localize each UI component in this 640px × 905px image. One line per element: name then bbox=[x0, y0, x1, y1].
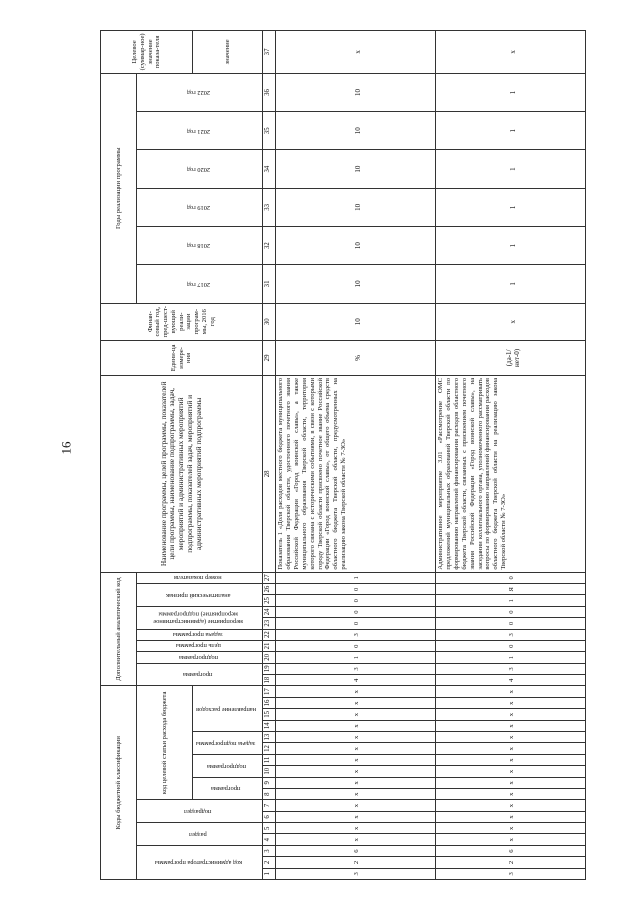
column-number: 2 bbox=[263, 857, 276, 868]
column-number: 12 bbox=[263, 743, 276, 754]
row-description: Показатель 1 «Доля расходов местного бюджета муниципального образования Тверской области, удостоенного почетного звания Российской Федерации «Город воинской славы», а также муниципального образования Тверской области, территория которого связана с историческими событиями, в связи с которыми городу Тверской области присвоено почетное звание Российской Федерации «Город воинской славы», от общего объема средств областного бюджета Тверской области, предусмотренных на реализацию закона Тверской области № 7-ЗО» bbox=[276, 376, 436, 573]
year-label: 2021 год bbox=[186, 127, 210, 135]
column-number: 15 bbox=[263, 709, 276, 720]
value-y2019: 10 bbox=[276, 188, 436, 226]
code-cell: 0 bbox=[436, 606, 586, 617]
code-cell: 6 bbox=[276, 845, 436, 856]
header-program-task: задача программы bbox=[137, 629, 263, 640]
value-target: x bbox=[276, 31, 436, 74]
code-cell: 3 bbox=[276, 629, 436, 640]
column-number: 32 bbox=[263, 227, 276, 265]
code-cell: 0 bbox=[276, 606, 436, 617]
code-cell: 1 bbox=[276, 652, 436, 663]
code-cell: 1 bbox=[276, 572, 436, 583]
header-base-year: Финан-совый год, пред-шест-вующий реали-зации програм-мы, 2016 год bbox=[101, 303, 263, 340]
header-indicator-number: номер показателя bbox=[137, 572, 263, 583]
column-number: 7 bbox=[263, 800, 276, 811]
column-number: 31 bbox=[263, 265, 276, 303]
value-y2021: 10 bbox=[276, 112, 436, 150]
header-unit: Едини-ца измере-ния bbox=[101, 340, 263, 375]
header-target-value: Целевое (суммар-ное) значение показа-теля bbox=[101, 31, 193, 74]
code-cell: x bbox=[436, 823, 586, 834]
code-cell: x bbox=[276, 823, 436, 834]
column-numbers-row bbox=[263, 31, 276, 880]
table-row bbox=[436, 31, 586, 880]
header-year-2020 bbox=[137, 150, 263, 188]
column-number: 14 bbox=[263, 720, 276, 731]
code-cell: 0 bbox=[436, 640, 586, 651]
column-number: 9 bbox=[263, 777, 276, 788]
column-number: 13 bbox=[263, 732, 276, 743]
header-year-2018 bbox=[137, 227, 263, 265]
year-label: 2018 год bbox=[186, 242, 210, 250]
value-y2020: 10 bbox=[276, 150, 436, 188]
column-number: 28 bbox=[263, 376, 276, 573]
header-year-2021 bbox=[137, 112, 263, 150]
year-label: 2020 год bbox=[186, 165, 210, 173]
code-cell: 0 bbox=[276, 618, 436, 629]
code-cell: 0 bbox=[276, 584, 436, 595]
code-cell: 4 bbox=[436, 675, 586, 686]
code-cell: 2 bbox=[276, 857, 436, 868]
code-cell: 2 bbox=[436, 857, 586, 868]
column-number: 21 bbox=[263, 640, 276, 651]
column-number: 8 bbox=[263, 789, 276, 800]
code-cell: 6 bbox=[436, 845, 586, 856]
code-cell: x bbox=[436, 789, 586, 800]
code-cell: x bbox=[276, 686, 436, 698]
header-year-2019 bbox=[137, 188, 263, 226]
header-year-2022 bbox=[137, 73, 263, 111]
column-number: 6 bbox=[263, 811, 276, 822]
header-name: Наименование программы, целей программы, показателей цели программы, наименование подпрограммы, задач, мероприятий и административных мероприятий подпрограммы, показателей задач, мероприятий и административных мероприятий подпрограммы bbox=[101, 376, 263, 573]
code-cell: 0 bbox=[436, 572, 586, 583]
code-cell: 4 bbox=[276, 675, 436, 686]
column-number: 33 bbox=[263, 188, 276, 226]
code-cell: 1 bbox=[436, 595, 586, 606]
code-cell: x bbox=[276, 743, 436, 754]
code-cell: x bbox=[276, 766, 436, 777]
code-cell: 3 bbox=[436, 868, 586, 879]
code-cell: 3 bbox=[276, 868, 436, 879]
header-additional-code: Дополнительный аналитический код bbox=[101, 572, 137, 686]
code-cell: x bbox=[276, 732, 436, 743]
value-y2019: 1 bbox=[436, 188, 586, 226]
column-number: 30 bbox=[263, 303, 276, 340]
year-label: 2017 год bbox=[186, 280, 210, 288]
column-number: 10 bbox=[263, 766, 276, 777]
header-program-years: Годы реализации программы bbox=[101, 73, 137, 303]
header-kcsr-subprogram: подпрограмма bbox=[193, 754, 263, 777]
code-cell: Я bbox=[436, 584, 586, 595]
value-y2018: 1 bbox=[436, 227, 586, 265]
column-number: 35 bbox=[263, 112, 276, 150]
column-number: 1 bbox=[263, 868, 276, 879]
code-cell: x bbox=[436, 743, 586, 754]
year-label: 2019 год bbox=[186, 204, 210, 212]
rotated-table-container bbox=[100, 30, 640, 880]
value-y2020: 1 bbox=[436, 150, 586, 188]
code-cell: 0 bbox=[276, 640, 436, 651]
header-year-2017 bbox=[137, 265, 263, 303]
header-dop-subprogram: подпрограмма bbox=[137, 652, 263, 663]
column-number: 36 bbox=[263, 73, 276, 111]
value-y2022: 10 bbox=[276, 73, 436, 111]
header-subsection: подраздел bbox=[137, 800, 263, 823]
column-number: 22 bbox=[263, 629, 276, 640]
column-number: 17 bbox=[263, 686, 276, 698]
code-cell: 3 bbox=[436, 629, 586, 640]
program-table bbox=[100, 30, 586, 880]
value-base: x bbox=[436, 303, 586, 340]
code-cell: x bbox=[276, 709, 436, 720]
column-number: 11 bbox=[263, 754, 276, 765]
column-number: 37 bbox=[263, 31, 276, 74]
header-measure: мероприятие (административное мероприятие) подпрограммы bbox=[137, 606, 263, 629]
code-cell: 1 bbox=[436, 652, 586, 663]
code-cell: x bbox=[436, 754, 586, 765]
code-cell: x bbox=[436, 698, 586, 709]
value-y2022: 1 bbox=[436, 73, 586, 111]
column-number: 5 bbox=[263, 823, 276, 834]
code-cell: 0 bbox=[276, 595, 436, 606]
header-admin-code: код администратора программы bbox=[137, 845, 263, 879]
column-number: 27 bbox=[263, 572, 276, 583]
value-unit: % bbox=[276, 340, 436, 375]
value-y2018: 10 bbox=[276, 227, 436, 265]
code-cell: x bbox=[276, 777, 436, 788]
code-cell: x bbox=[276, 754, 436, 765]
code-cell: x bbox=[436, 800, 586, 811]
code-cell: x bbox=[276, 789, 436, 800]
column-number: 3 bbox=[263, 845, 276, 856]
table-row bbox=[276, 31, 436, 880]
column-number: 26 bbox=[263, 584, 276, 595]
code-cell: x bbox=[436, 766, 586, 777]
column-number: 24 bbox=[263, 606, 276, 617]
column-number: 29 bbox=[263, 340, 276, 375]
code-cell: x bbox=[436, 834, 586, 845]
code-cell: x bbox=[276, 834, 436, 845]
value-y2021: 1 bbox=[436, 112, 586, 150]
value-y2017: 10 bbox=[276, 265, 436, 303]
column-number: 16 bbox=[263, 698, 276, 709]
column-number: 19 bbox=[263, 663, 276, 674]
header-kcsr-task: задача подпрограммы bbox=[193, 732, 263, 755]
code-cell: 0 bbox=[436, 618, 586, 629]
column-number: 23 bbox=[263, 618, 276, 629]
code-cell: 3 bbox=[436, 663, 586, 674]
code-cell: 3 bbox=[276, 663, 436, 674]
code-cell: x bbox=[276, 720, 436, 731]
header-kcsr: код целевой статьи расхода бюджета bbox=[137, 686, 193, 800]
header-value: значение bbox=[193, 31, 263, 74]
page-number: 16 bbox=[58, 441, 74, 455]
header-analytic: аналитический признак bbox=[137, 584, 263, 607]
column-number: 18 bbox=[263, 675, 276, 686]
column-number: 34 bbox=[263, 150, 276, 188]
code-cell: x bbox=[436, 720, 586, 731]
code-cell: x bbox=[436, 709, 586, 720]
code-cell: x bbox=[276, 800, 436, 811]
value-unit: (да-1/ нет-0) bbox=[436, 340, 586, 375]
code-cell: x bbox=[436, 811, 586, 822]
column-number: 25 bbox=[263, 595, 276, 606]
value-y2017: 1 bbox=[436, 265, 586, 303]
header-budget-classification: Коды бюджетной классификации bbox=[101, 686, 137, 880]
column-number: 20 bbox=[263, 652, 276, 663]
row-description: Административное мероприятие 3.01 «Рассмотрение ОМС предложений муниципальных образований Тверской области по формированию направлений финансирования расходов областного бюджета Тверской области, связанных с присвоением почетного звания Российской Федерации «Город воинской славы», на заседании коллегиального органа, уполномоченного рассматривать вопросы по формированию направлений финансирования расходов областного бюджета Тверской области на реализацию закона Тверской области № 7-ЗО» bbox=[436, 376, 586, 573]
header-section: раздел bbox=[137, 823, 263, 846]
code-cell: x bbox=[436, 686, 586, 698]
year-label: 2022 год bbox=[186, 89, 210, 97]
header-dop-program: программа bbox=[137, 663, 263, 686]
header-kcsr-direction: направление расходов bbox=[193, 686, 263, 732]
code-cell: x bbox=[436, 732, 586, 743]
header-goal: цель программы bbox=[137, 640, 263, 651]
value-base: 10 bbox=[276, 303, 436, 340]
header-kcsr-program: программа bbox=[193, 777, 263, 800]
column-number: 4 bbox=[263, 834, 276, 845]
value-target: x bbox=[436, 31, 586, 74]
code-cell: x bbox=[276, 811, 436, 822]
code-cell: x bbox=[276, 698, 436, 709]
code-cell: x bbox=[436, 777, 586, 788]
